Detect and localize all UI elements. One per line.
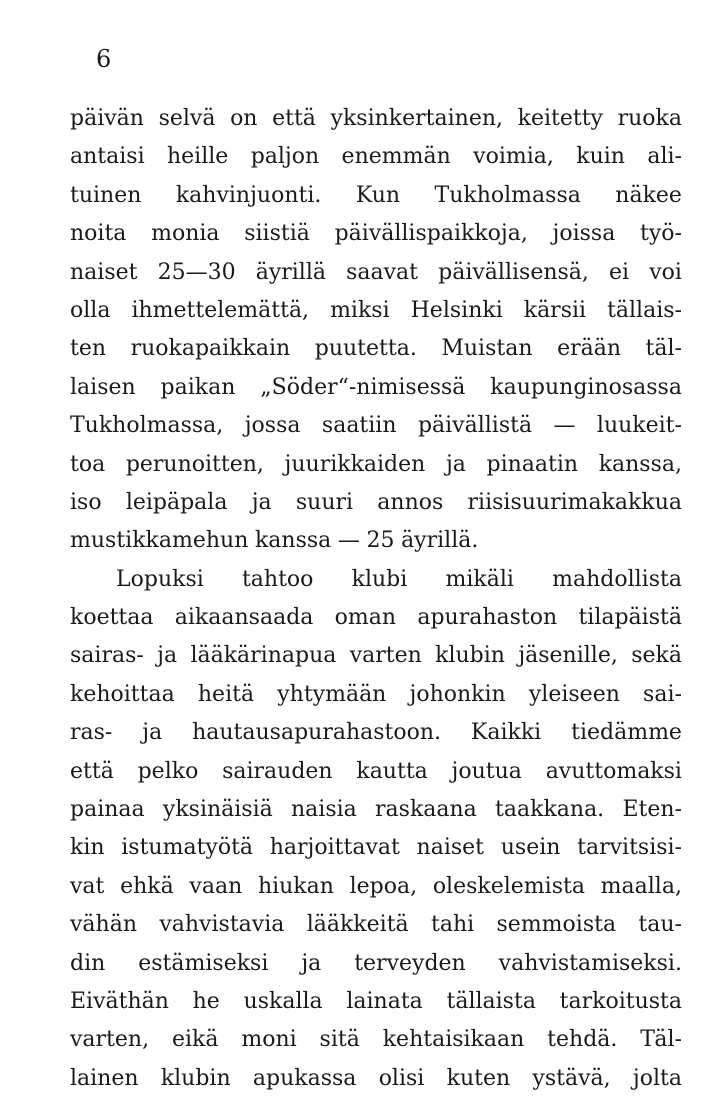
word: Tukholmassa (434, 182, 581, 208)
word: eikä (171, 1027, 219, 1053)
word: toa (70, 451, 106, 477)
word: yhtymään (277, 681, 387, 707)
word: saatiin (321, 413, 397, 439)
word: voimia, (473, 144, 554, 170)
word: lainen (70, 1065, 139, 1091)
word: jäsenille, (518, 643, 618, 669)
word: „Söder“-nimisessä (260, 374, 466, 400)
word: joissa (552, 221, 616, 247)
word: vaan (189, 873, 243, 899)
word: johonkin (409, 681, 506, 707)
word: tällaista (446, 988, 536, 1014)
word: — (337, 528, 360, 554)
word: voi (649, 259, 682, 285)
word: oman (334, 605, 397, 631)
word: suuri (295, 489, 354, 515)
word: ja (251, 489, 272, 515)
word: vahvistamiseksi. (498, 950, 682, 976)
word: raskaana (375, 797, 477, 823)
word: päivällisensä, (438, 259, 589, 285)
word: Kaikki (470, 720, 542, 746)
word: että (70, 758, 114, 784)
word: he (192, 988, 220, 1014)
word: tarkoitusta (559, 988, 682, 1014)
word: naisia (291, 797, 357, 823)
word: kahvinjuonti. (175, 182, 322, 208)
word: päivällispaikkoja, (334, 221, 528, 247)
word: Täl- (640, 1027, 682, 1053)
word: luukeit- (596, 413, 682, 439)
word: Muistan (441, 336, 533, 362)
word: klubin (160, 1065, 231, 1091)
word: erään (557, 336, 621, 362)
body-text (70, 100, 682, 1098)
word: sitä (319, 1027, 360, 1053)
text-line (70, 829, 682, 867)
word: paikan (160, 374, 236, 400)
word: ten (70, 336, 107, 362)
text-line (70, 561, 682, 599)
word: ali- (647, 144, 682, 170)
word: mustikkamehun (70, 528, 249, 554)
word: varten (349, 643, 422, 669)
word: moni (241, 1027, 297, 1053)
text-line (70, 330, 682, 368)
word: ruoka (617, 106, 682, 131)
word: että (272, 106, 316, 131)
word: tau- (638, 912, 682, 938)
word: laisen (70, 374, 136, 400)
word: antaisi (70, 144, 145, 170)
text-line (70, 138, 682, 176)
word: ihmettelemättä, (131, 297, 310, 323)
word: kärsii (523, 297, 587, 323)
word: ja (301, 950, 322, 976)
word: ruokapaikkain (130, 336, 291, 362)
word: äyrillä. (401, 528, 479, 554)
word: selvä (158, 106, 216, 131)
word: 25 (366, 528, 395, 554)
word: monia (151, 221, 220, 247)
word: hautausapurahastoon. (192, 720, 442, 746)
word: jossa (244, 413, 301, 439)
word: lainata (346, 988, 423, 1014)
word: tehdä. (547, 1027, 618, 1053)
word: uskalla (243, 988, 323, 1014)
text-line (70, 446, 682, 484)
word: siistiä (244, 221, 310, 247)
page-number: 6 (96, 45, 112, 73)
word: vähän (70, 912, 137, 938)
word: kehtaisikaan (382, 1027, 525, 1053)
word: työ- (640, 221, 682, 247)
word: kuin (576, 144, 625, 170)
word: semmoista (496, 912, 617, 938)
word: avuttomaksi (545, 758, 682, 784)
word: Lopuksi (116, 566, 204, 592)
word: lepoa, (349, 873, 418, 899)
word: mikäli (445, 566, 514, 592)
word: on (230, 106, 258, 131)
word: saavat (346, 259, 419, 285)
word: vahvistavia (159, 912, 285, 938)
text-line (70, 369, 682, 407)
word: Eiväthän (70, 988, 169, 1014)
text-line (70, 599, 682, 637)
word: Tukholmassa, (70, 413, 224, 439)
word: apurahaston (417, 605, 558, 631)
word: vat (70, 873, 105, 899)
word: din (70, 950, 106, 976)
word: ras- (70, 720, 113, 746)
text-line (70, 1021, 682, 1059)
word: joutua (451, 758, 522, 784)
word: pelko (137, 758, 199, 784)
word: — (553, 413, 576, 439)
word: yksinäisiä (162, 797, 273, 823)
word: hiukan (257, 873, 334, 899)
word: naiset (416, 835, 485, 861)
word: koettaa (70, 605, 154, 631)
word: Eten- (622, 797, 682, 823)
word: iso (70, 489, 102, 515)
word: ja (142, 720, 163, 746)
word: juurikkaiden (284, 451, 426, 477)
word: ystävä, (532, 1065, 611, 1091)
word: kautta (356, 758, 428, 784)
text-line (70, 637, 682, 675)
word: sekä (631, 643, 682, 669)
word: pinaatin (486, 451, 579, 477)
word: kehoittaa (70, 681, 175, 707)
text-line (70, 983, 682, 1021)
word: kanssa (254, 528, 332, 554)
word: harjoittavat (269, 835, 400, 861)
word: usein (500, 835, 561, 861)
text-line (70, 522, 682, 560)
word: taakkana. (495, 797, 605, 823)
text-line (70, 1060, 682, 1098)
word: päivällistä (417, 413, 533, 439)
word: klubin (435, 643, 505, 669)
text-line (70, 791, 682, 829)
word: naiset (70, 259, 138, 285)
word: noita (70, 221, 127, 247)
word: aikaansaada (174, 605, 314, 631)
word: yksinkertainen, (330, 106, 503, 131)
word: yleiseen (528, 681, 620, 707)
word: äyrillä (255, 259, 326, 285)
word: tuinen (70, 182, 142, 208)
text-line (70, 177, 682, 215)
word: leipäpala (125, 489, 228, 515)
word: enemmän (341, 144, 451, 170)
text-line (70, 714, 682, 752)
text-line (70, 868, 682, 906)
text-line (70, 254, 682, 292)
word: kanssa, (598, 451, 682, 477)
word: lääkkeitä (306, 912, 409, 938)
text-line (70, 215, 682, 253)
word: paljon (250, 144, 320, 170)
word: painaa (70, 797, 145, 823)
text-line (70, 676, 682, 714)
word: olla (70, 297, 111, 323)
word: jolta (632, 1065, 682, 1091)
text-line (70, 100, 682, 138)
word: klubi (351, 566, 408, 592)
text-line (70, 484, 682, 522)
word: miksi (330, 297, 390, 323)
word: oleskelemista (432, 873, 585, 899)
word: tahi (431, 912, 475, 938)
word: keitetty (517, 106, 603, 131)
word: täl- (645, 336, 682, 362)
word: tiedämme (571, 720, 682, 746)
word: päivän (70, 106, 144, 131)
word: perunoitten, (125, 451, 264, 477)
word: tilapäistä (578, 605, 682, 631)
word: Helsinki (410, 297, 503, 323)
word: ehkä (120, 873, 174, 899)
word: riisisuurimakakkua (467, 489, 682, 515)
word: terveyden (354, 950, 466, 976)
word: tällais- (607, 297, 682, 323)
word: istumatyötä (121, 835, 254, 861)
word: varten, (70, 1027, 150, 1053)
word: tarvitsisi- (577, 835, 682, 861)
word: olisi (378, 1065, 425, 1091)
word: estämiseksi (138, 950, 269, 976)
word: heitä (197, 681, 255, 707)
word: Kun (355, 182, 401, 208)
word: 25—30 (157, 259, 236, 285)
word: ja (445, 451, 466, 477)
word: kuten (446, 1065, 511, 1091)
word: maalla, (600, 873, 682, 899)
word: sai- (643, 681, 682, 707)
word: sairauden (222, 758, 333, 784)
word: lääkärinapua (190, 643, 337, 669)
text-line (70, 906, 682, 944)
text-line (70, 292, 682, 330)
word: puutetta. (314, 336, 417, 362)
word: mahdollista (552, 566, 682, 592)
word: näkee (615, 182, 682, 208)
word: ei (609, 259, 630, 285)
word: sairas- (70, 643, 144, 669)
word: tahtoo (241, 566, 314, 592)
text-line (70, 945, 682, 983)
word: kaupunginosassa (490, 374, 682, 400)
word: ja (157, 643, 178, 669)
text-line (70, 753, 682, 791)
word: kin (70, 835, 105, 861)
text-line (70, 407, 682, 445)
word: annos (377, 489, 444, 515)
word: heille (166, 144, 229, 170)
word: apukassa (252, 1065, 357, 1091)
